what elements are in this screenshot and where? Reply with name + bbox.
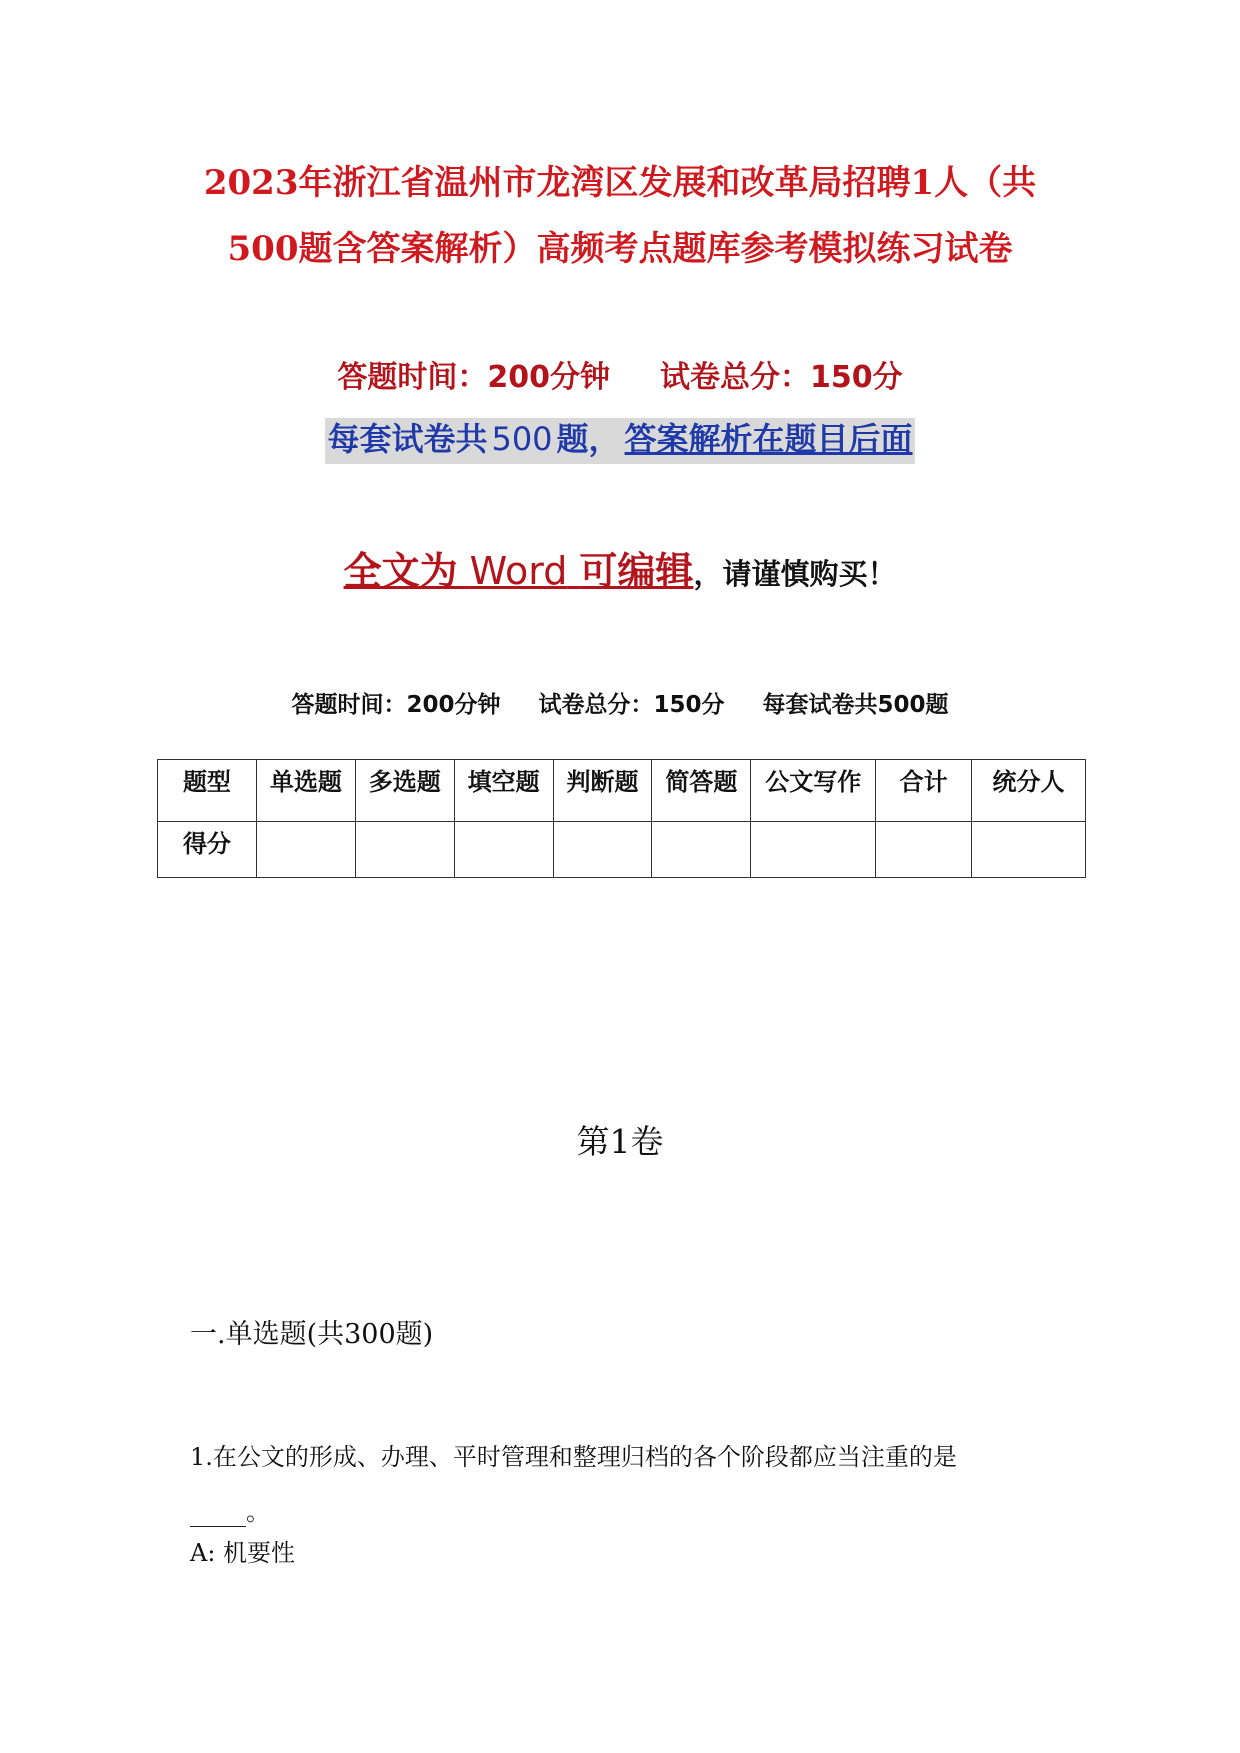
score-cell — [355, 822, 454, 878]
header-cell: 题型 — [158, 760, 257, 822]
question-text: 1.在公文的形成、办理、平时管理和整理归档的各个阶段都应当注重的是 — [190, 1443, 957, 1471]
header-cell: 填空题 — [454, 760, 553, 822]
banner-part-1: 每套试卷共 — [325, 418, 489, 464]
score-cell — [454, 822, 553, 878]
banner-number: 500 — [489, 418, 554, 464]
header-cell: 统分人 — [972, 760, 1086, 822]
header-cell: 简答题 — [652, 760, 751, 822]
question-count-banner — [0, 414, 1240, 460]
question-blank — [190, 1492, 270, 1527]
score-cell — [751, 822, 876, 878]
title-line-1: 2023年浙江省温州市龙湾区发展和改革局招聘1人（共 — [203, 163, 1037, 203]
exam-total-score: 试卷总分：150分 — [660, 360, 903, 395]
header-cell: 判断题 — [553, 760, 652, 822]
score-cell — [876, 822, 972, 878]
word-part-2: 可编辑 — [579, 549, 694, 593]
banner-part-2: 题， — [555, 418, 623, 464]
word-part-1: 全文为 — [343, 549, 458, 593]
exam-meta-black — [0, 686, 1240, 719]
title-line-2: 500题含答案解析）高频考点题库参考模拟练习试卷 — [227, 229, 1013, 269]
purchase-warning: ，请谨慎购买！ — [693, 557, 897, 591]
score-cell — [652, 822, 751, 878]
header-cell: 单选题 — [256, 760, 355, 822]
editable-notice — [0, 540, 1240, 595]
option-a: A: 机要性 — [190, 1539, 296, 1567]
header-cell: 公文写作 — [751, 760, 876, 822]
section-heading: 一.单选题(共300题) — [190, 1319, 434, 1350]
score-cell — [256, 822, 355, 878]
header-cell: 多选题 — [355, 760, 454, 822]
volume-heading: 第1卷 — [576, 1122, 664, 1161]
score-table — [157, 759, 1086, 878]
blank-suffix: 。 — [246, 1498, 270, 1526]
banner-answer-link[interactable]: 答案解析在题目后面 — [623, 418, 915, 464]
exam-meta-red — [0, 352, 1240, 396]
word-word: Word — [469, 549, 568, 593]
meta-time: 答题时间：200分钟 — [291, 692, 501, 718]
header-cell: 合计 — [876, 760, 972, 822]
score-row-label: 得分 — [158, 822, 257, 878]
answer-blank-line — [190, 1504, 246, 1527]
score-table-score-row — [158, 822, 1086, 878]
score-cell — [553, 822, 652, 878]
meta-count: 每套试卷共500题 — [762, 692, 949, 718]
score-cell — [972, 822, 1086, 878]
exam-time: 答题时间：200分钟 — [337, 360, 610, 395]
score-table-header-row — [158, 760, 1086, 822]
meta-score: 试卷总分：150分 — [538, 692, 725, 718]
document-title — [120, 150, 1120, 282]
word-editable-link[interactable] — [344, 549, 694, 593]
